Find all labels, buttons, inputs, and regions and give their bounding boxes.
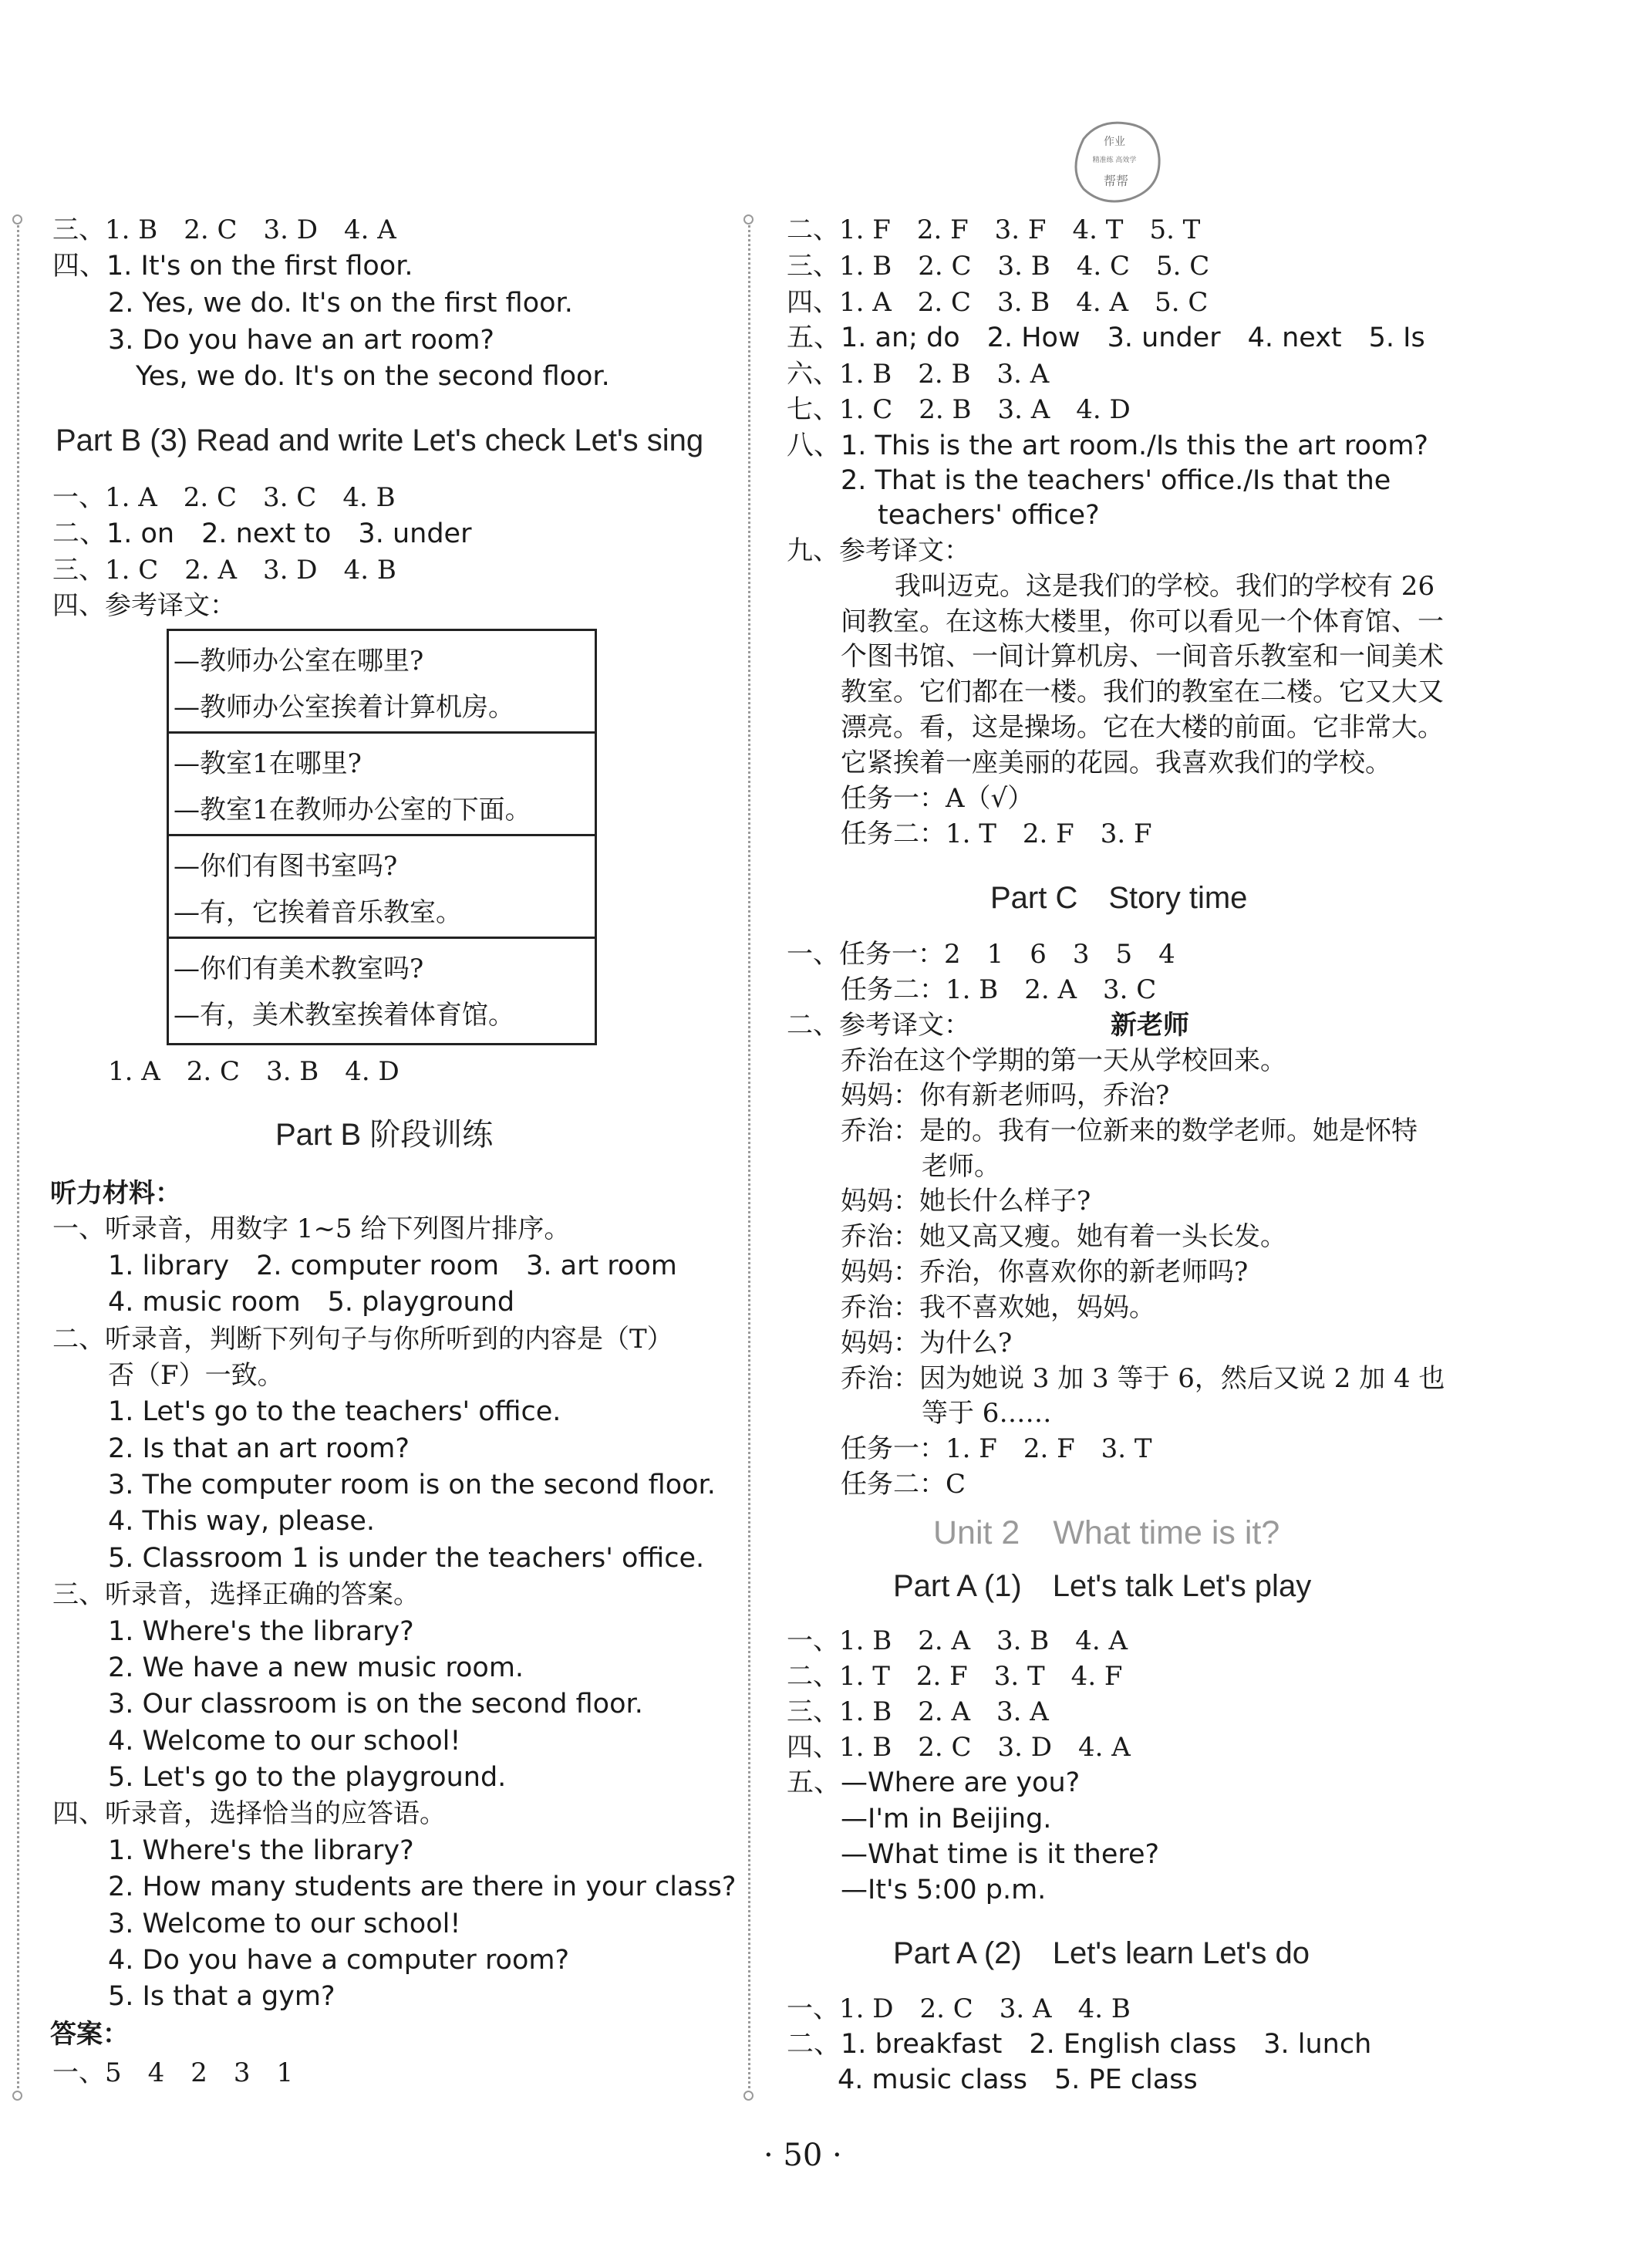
translation-line: 乔治在这个学期的第一天从学校回来。 — [841, 1045, 1286, 1076]
answer-line: 四、参考译文： — [52, 590, 236, 621]
instruction-line: 四、听录音，选择恰当的应答语。 — [52, 1798, 446, 1829]
answer-line: Yes, we do. It's on the second floor. — [136, 361, 610, 392]
instruction-line: 二、听录音，判断下列句子与你所听到的内容是（T） — [52, 1324, 673, 1355]
answer-line: 三、1. C 2. A 3. D 4. B — [52, 555, 396, 586]
translation-line: 个图书馆、一间计算机房、一间音乐教室和一间美术 — [841, 641, 1444, 672]
left-rule-bottom-dot — [12, 2091, 22, 2101]
answer-line: 任务二：C — [841, 1469, 966, 1500]
unit-title: Unit 2 What time is it? — [933, 1514, 1280, 1551]
translation-line: 乔治：因为她说 3 加 3 等于 6，然后又说 2 加 4 也 — [841, 1363, 1445, 1394]
answer-line: 任务二：1. T 2. F 3. F — [841, 818, 1152, 849]
answer-line: 四、1. It's on the first floor. — [52, 251, 413, 282]
answer-line: 2. Yes, we do. It's on the first floor. — [108, 288, 573, 319]
translation-line: 我叫迈克。这是我们的学校。我们的学校有 26 — [895, 571, 1435, 602]
table-answer: —有，它挨着音乐教室。 — [174, 897, 462, 928]
table-answer: —有，美术教室挨着体育馆。 — [174, 1000, 514, 1031]
answer-line: teachers' office? — [878, 500, 1100, 531]
listening-line: 4. Do you have a computer room? — [108, 1945, 570, 1976]
answer-line: 1. A 2. C 3. B 4. D — [108, 1056, 400, 1087]
listening-line: 3. The computer room is on the second floor. — [108, 1470, 716, 1500]
dialogue-line: —I'm in Beijing. — [841, 1804, 1052, 1834]
translation-line: 乔治：我不喜欢她，妈妈。 — [841, 1292, 1155, 1323]
listening-line: 5. Is that a gym? — [108, 1981, 335, 2012]
listening-line: 3. Welcome to our school! — [108, 1909, 461, 1939]
answer-line: 四、1. A 2. C 3. B 4. A 5. C — [787, 287, 1209, 318]
translation-line: 妈妈：为什么? — [841, 1328, 1013, 1359]
dialogue-line: —It's 5:00 p.m. — [841, 1875, 1047, 1905]
left-column-rule — [17, 220, 19, 2094]
table-row — [169, 939, 595, 1043]
right-column-rule — [748, 220, 750, 2094]
translation-line: 漂亮。看，这是操场。它在大楼的前面。它非常大。 — [841, 712, 1444, 743]
dialogue-line: —What time is it there? — [841, 1839, 1160, 1870]
subheading: 听力材料： — [50, 1178, 181, 1209]
listening-line: 4. This way, please. — [108, 1506, 376, 1537]
instruction-line: 否（F）一致。 — [108, 1360, 284, 1391]
section-heading: Part C Story time — [990, 881, 1248, 915]
table-question: —教室1在哪里? — [174, 748, 362, 779]
answer-line: 4. music class 5. PE class — [838, 2064, 1198, 2095]
right-rule-bottom-dot — [743, 2091, 754, 2101]
table-question: —教师办公室在哪里? — [174, 646, 424, 677]
left-rule-top-dot — [12, 214, 22, 224]
listening-line: 1. Where's the library? — [108, 1616, 414, 1647]
listening-line: 5. Let's go to the playground. — [108, 1762, 507, 1793]
translation-line: 乔治：她又高又瘦。她有着一头长发。 — [841, 1221, 1286, 1252]
table-question: —你们有美术教室吗? — [174, 953, 424, 984]
answer-line: 一、1. A 2. C 3. C 4. B — [52, 482, 396, 513]
answer-line: 九、参考译文： — [787, 535, 970, 566]
instruction-line: 三、听录音，选择正确的答案。 — [52, 1579, 420, 1610]
right-rule-top-dot — [743, 214, 754, 224]
section-heading: Part A (2) Let's learn Let's do — [893, 1936, 1310, 1970]
listening-line: 2. We have a new music room. — [108, 1652, 524, 1683]
translation-line: 妈妈：你有新老师吗，乔治? — [841, 1080, 1170, 1111]
answer-line: 任务一：1. F 2. F 3. T — [841, 1433, 1152, 1464]
answer-line: 七、1. C 2. B 3. A 4. D — [787, 394, 1131, 425]
homework-stamp-icon — [1068, 116, 1165, 207]
table-answer: —教师办公室挨着计算机房。 — [174, 692, 514, 723]
answer-line: 一、5 4 2 3 1 — [52, 2057, 294, 2088]
table-question: —你们有图书室吗? — [174, 851, 398, 882]
listening-line: 2. How many students are there in your class? — [108, 1872, 737, 1902]
answer-line: 二、1. F 2. F 3. F 4. T 5. T — [787, 214, 1201, 245]
translation-line: 乔治：是的。我有一位新来的数学老师。她是怀特 — [841, 1115, 1418, 1146]
answer-line: 四、1. B 2. C 3. D 4. A — [787, 1732, 1131, 1763]
answer-line: 2. That is the teachers' office./Is that the — [841, 465, 1391, 496]
answer-line: 一、任务一：2 1 6 3 5 4 — [787, 939, 1175, 970]
listening-line: 1. Where's the library? — [108, 1835, 414, 1866]
stamp-line2: 精准练 高效学 — [1092, 157, 1137, 164]
page-number: · 50 · — [764, 2138, 842, 2173]
answer-line: 三、1. B 2. C 3. B 4. C 5. C — [787, 251, 1210, 282]
instruction-line: 一、听录音，用数字 1~5 给下列图片排序。 — [52, 1213, 571, 1244]
answer-line: 三、1. B 2. A 3. A — [787, 1696, 1049, 1727]
translation-table — [167, 629, 597, 1045]
answer-line: 一、1. B 2. A 3. B 4. A — [787, 1625, 1128, 1656]
answer-line: 五、1. an; do 2. How 3. under 4. next 5. Is — [787, 322, 1425, 353]
translation-line: 妈妈：她长什么样子? — [841, 1186, 1091, 1217]
translation-line: 妈妈：乔治，你喜欢你的新老师吗? — [841, 1257, 1249, 1288]
listening-line: 4. music room 5. playground — [108, 1287, 515, 1318]
answer-line: 二、1. breakfast 2. English class 3. lunch — [787, 2029, 1372, 2060]
table-answer: —教室1在教师办公室的下面。 — [174, 795, 531, 825]
table-row — [169, 836, 595, 939]
listening-line: 1. Let's go to the teachers' office. — [108, 1396, 561, 1427]
section-heading: Part B (3) Read and write Let's check Let's sing — [56, 424, 704, 457]
subheading: 答案： — [50, 2019, 129, 2050]
table-row — [169, 631, 595, 734]
translation-line: 它紧挨着一座美丽的花园。我喜欢我们的学校。 — [841, 748, 1391, 778]
stamp-line3: 帮帮 — [1103, 174, 1129, 188]
listening-line: 3. Our classroom is on the second floor. — [108, 1689, 643, 1720]
answer-line: 三、1. B 2. C 3. D 4. A — [52, 214, 396, 245]
story-title: 新老师 — [1111, 1010, 1189, 1041]
stamp-line1: 作业 — [1104, 136, 1125, 148]
section-heading: Part B 阶段训练 — [275, 1118, 494, 1152]
answer-line: 任务一：A（√） — [841, 783, 1034, 814]
answer-line: 3. Do you have an art room? — [108, 325, 495, 356]
translation-line: 教室。它们都在一楼。我们的教室在二楼。它又大又 — [841, 677, 1444, 707]
translation-line: 间教室。在这栋大楼里，你可以看见一个体育馆、一 — [841, 606, 1444, 637]
answer-line: 二、1. T 2. F 3. T 4. F — [787, 1661, 1123, 1692]
table-row — [169, 734, 595, 836]
listening-line: 2. Is that an art room? — [108, 1433, 410, 1464]
listening-line: 5. Classroom 1 is under the teachers' office. — [108, 1543, 705, 1574]
section-heading: Part A (1) Let's talk Let's play — [893, 1569, 1312, 1603]
listening-line: 1. library 2. computer room 3. art room — [108, 1251, 677, 1281]
answer-line: 二、1. on 2. next to 3. under — [52, 518, 472, 549]
answer-line: 任务二：1. B 2. A 3. C — [841, 974, 1157, 1005]
answer-line: 六、1. B 2. B 3. A — [787, 359, 1050, 390]
answer-line: 二、参考译文： — [787, 1010, 970, 1041]
answer-line: 八、1. This is the art room./Is this the art room? — [787, 430, 1429, 461]
dialogue-line: 五、—Where are you? — [787, 1767, 1081, 1798]
listening-line: 4. Welcome to our school! — [108, 1726, 461, 1757]
translation-line: 等于 6…… — [922, 1398, 1052, 1429]
answer-line: 一、1. D 2. C 3. A 4. B — [787, 1993, 1131, 2024]
translation-line: 老师。 — [922, 1151, 1000, 1182]
